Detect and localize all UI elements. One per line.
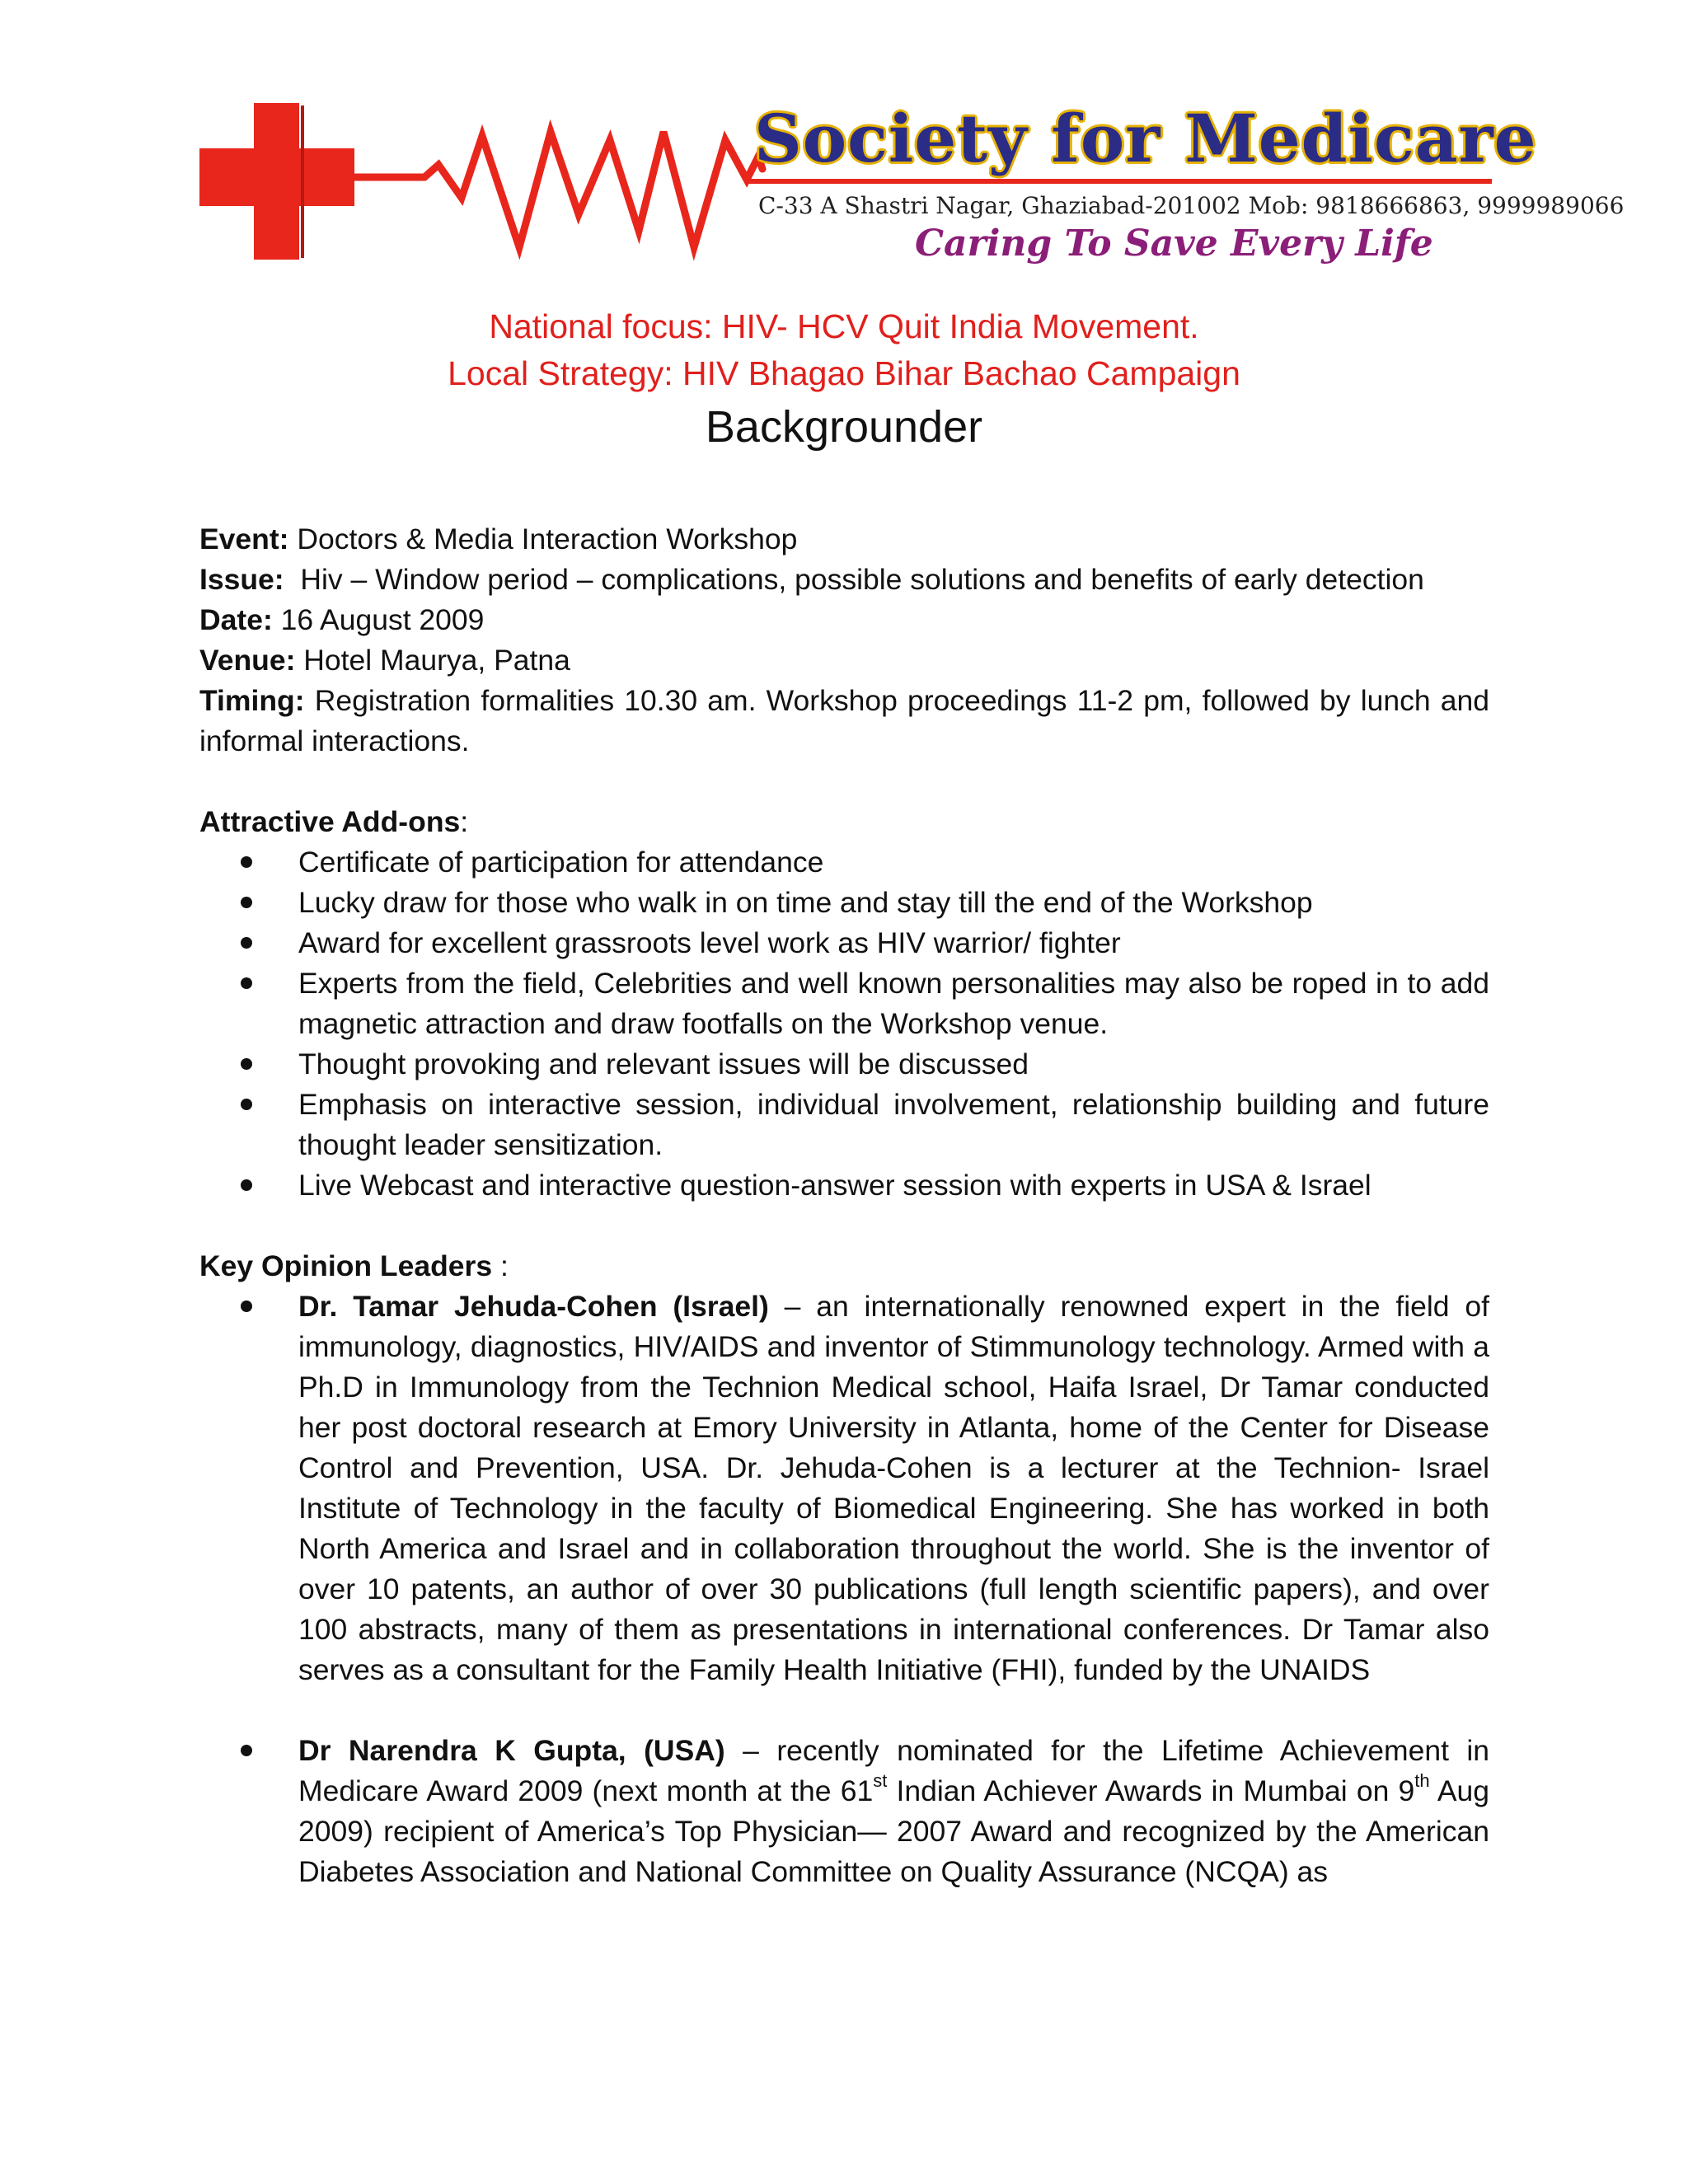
event-label: Event: [199, 523, 289, 555]
timing-label: Timing: [199, 684, 305, 717]
bullet-icon [241, 937, 252, 949]
venue-value: Hotel Maurya, Patna [295, 644, 570, 677]
bullet-icon [241, 977, 252, 989]
header-underline [746, 179, 1492, 184]
issue-value: Hiv – Window period – complications, possible solutions and benefits of early detection [284, 563, 1424, 596]
bullet-icon [241, 856, 252, 868]
bullet-icon [241, 1099, 252, 1110]
issue-label: Issue: [199, 563, 284, 596]
timing-line [199, 681, 1489, 762]
leader-bio: – an internationally renowned expert in the field of immunology, diagnostics, HIV/AIDS and inventor of Stimmunology technology. Armed with a Ph.D in Immunology from the Technion Medical school, Haifa Israel, Dr Tamar conducted her post doctoral research at Emory University in Atlanta, home of the Center for Disease Control and Prevention, USA. Dr. Jehuda-Cohen is a lecturer at the Technion- Israel Institute of Technology in the faculty of Biomedical Engineering. She has worked in both North America and Israel and in collaboration throughout the world. She is the inventor of over 10 patents, an author of over 30 publications (full length scientific papers), and over 100 abstracts, many of them as presentations in international conferences. Dr Tamar also serves as a consultant for the Family Health Initiative (FHI), funded by the UNAIDS [298, 1290, 1489, 1686]
bullet-icon [241, 1179, 252, 1191]
date-label: Date: [199, 603, 273, 636]
organization-name: Society for Medicare [754, 100, 1537, 177]
bullet-icon [241, 1058, 252, 1070]
page-title: Backgrounder [705, 402, 983, 452]
venue-label: Venue: [199, 644, 296, 677]
bullet-icon [241, 1745, 252, 1756]
list-item: Emphasis on interactive session, individual involvement, relationship building and future thought leader sensitization. [199, 1085, 1489, 1165]
document-body [199, 519, 1489, 1892]
bullet-icon [241, 1301, 252, 1312]
heartbeat-line-icon [354, 132, 762, 247]
organization-address: C-33 A Shastri Nagar, Ghaziabad-201002 Mob: 9818666863, 9999989066 [758, 192, 1625, 219]
red-cross-icon [199, 103, 354, 260]
venue-line [199, 640, 1489, 681]
national-focus-heading: National focus: HIV- HCV Quit India Movement. [489, 307, 1199, 345]
leader-item-gupta: Dr Narendra K Gupta, (USA) – recently nominated for the Lifetime Achievement in Medicare Award 2009 (next month at the 61st Indian Achiever Awards in Mumbai on 9th Aug 2009) recipient of America’s Top Physician— 2007 Award and recognized by the American Diabetes Association and National Committee on Quality Assurance (NCQA) as [199, 1731, 1489, 1892]
list-item: Award for excellent grassroots level work as HIV warrior/ fighter [199, 923, 1489, 963]
local-strategy-heading: Local Strategy: HIV Bhagao Bihar Bachao Campaign [448, 354, 1240, 392]
list-item: Certificate of participation for attendance [199, 842, 1489, 883]
list-item: Live Webcast and interactive question-answer session with experts in USA & Israel [199, 1165, 1489, 1206]
addons-heading: Attractive Add-ons: [199, 805, 469, 838]
issue-line [199, 560, 1489, 600]
leader-name: Dr Narendra K Gupta, (USA) [298, 1734, 725, 1767]
addons-list [199, 842, 1489, 1206]
list-item: Experts from the field, Celebrities and well known personalities may also be roped in to add magnetic attraction and draw footfalls on the Workshop venue. [199, 963, 1489, 1044]
event-line [199, 519, 1489, 560]
leaders-list [199, 1286, 1489, 1892]
leader-item-tamar [199, 1286, 1489, 1690]
list-item: Lucky draw for those who walk in on time and stay till the end of the Workshop [199, 883, 1489, 923]
list-item: Thought provoking and relevant issues will be discussed [199, 1044, 1489, 1085]
event-value: Doctors & Media Interaction Workshop [288, 523, 798, 555]
leader-name: Dr. Tamar Jehuda-Cohen (Israel) [298, 1290, 769, 1323]
timing-value: Registration formalities 10.30 am. Workshop proceedings 11-2 pm, followed by lunch and informal interactions. [199, 684, 1489, 757]
bullet-icon [241, 897, 252, 908]
date-value: 16 August 2009 [272, 603, 485, 636]
letterhead [0, 0, 1688, 280]
organization-tagline: Caring To Save Every Life [915, 223, 1433, 265]
leaders-heading: Key Opinion Leaders : [199, 1249, 509, 1282]
date-line [199, 600, 1489, 640]
